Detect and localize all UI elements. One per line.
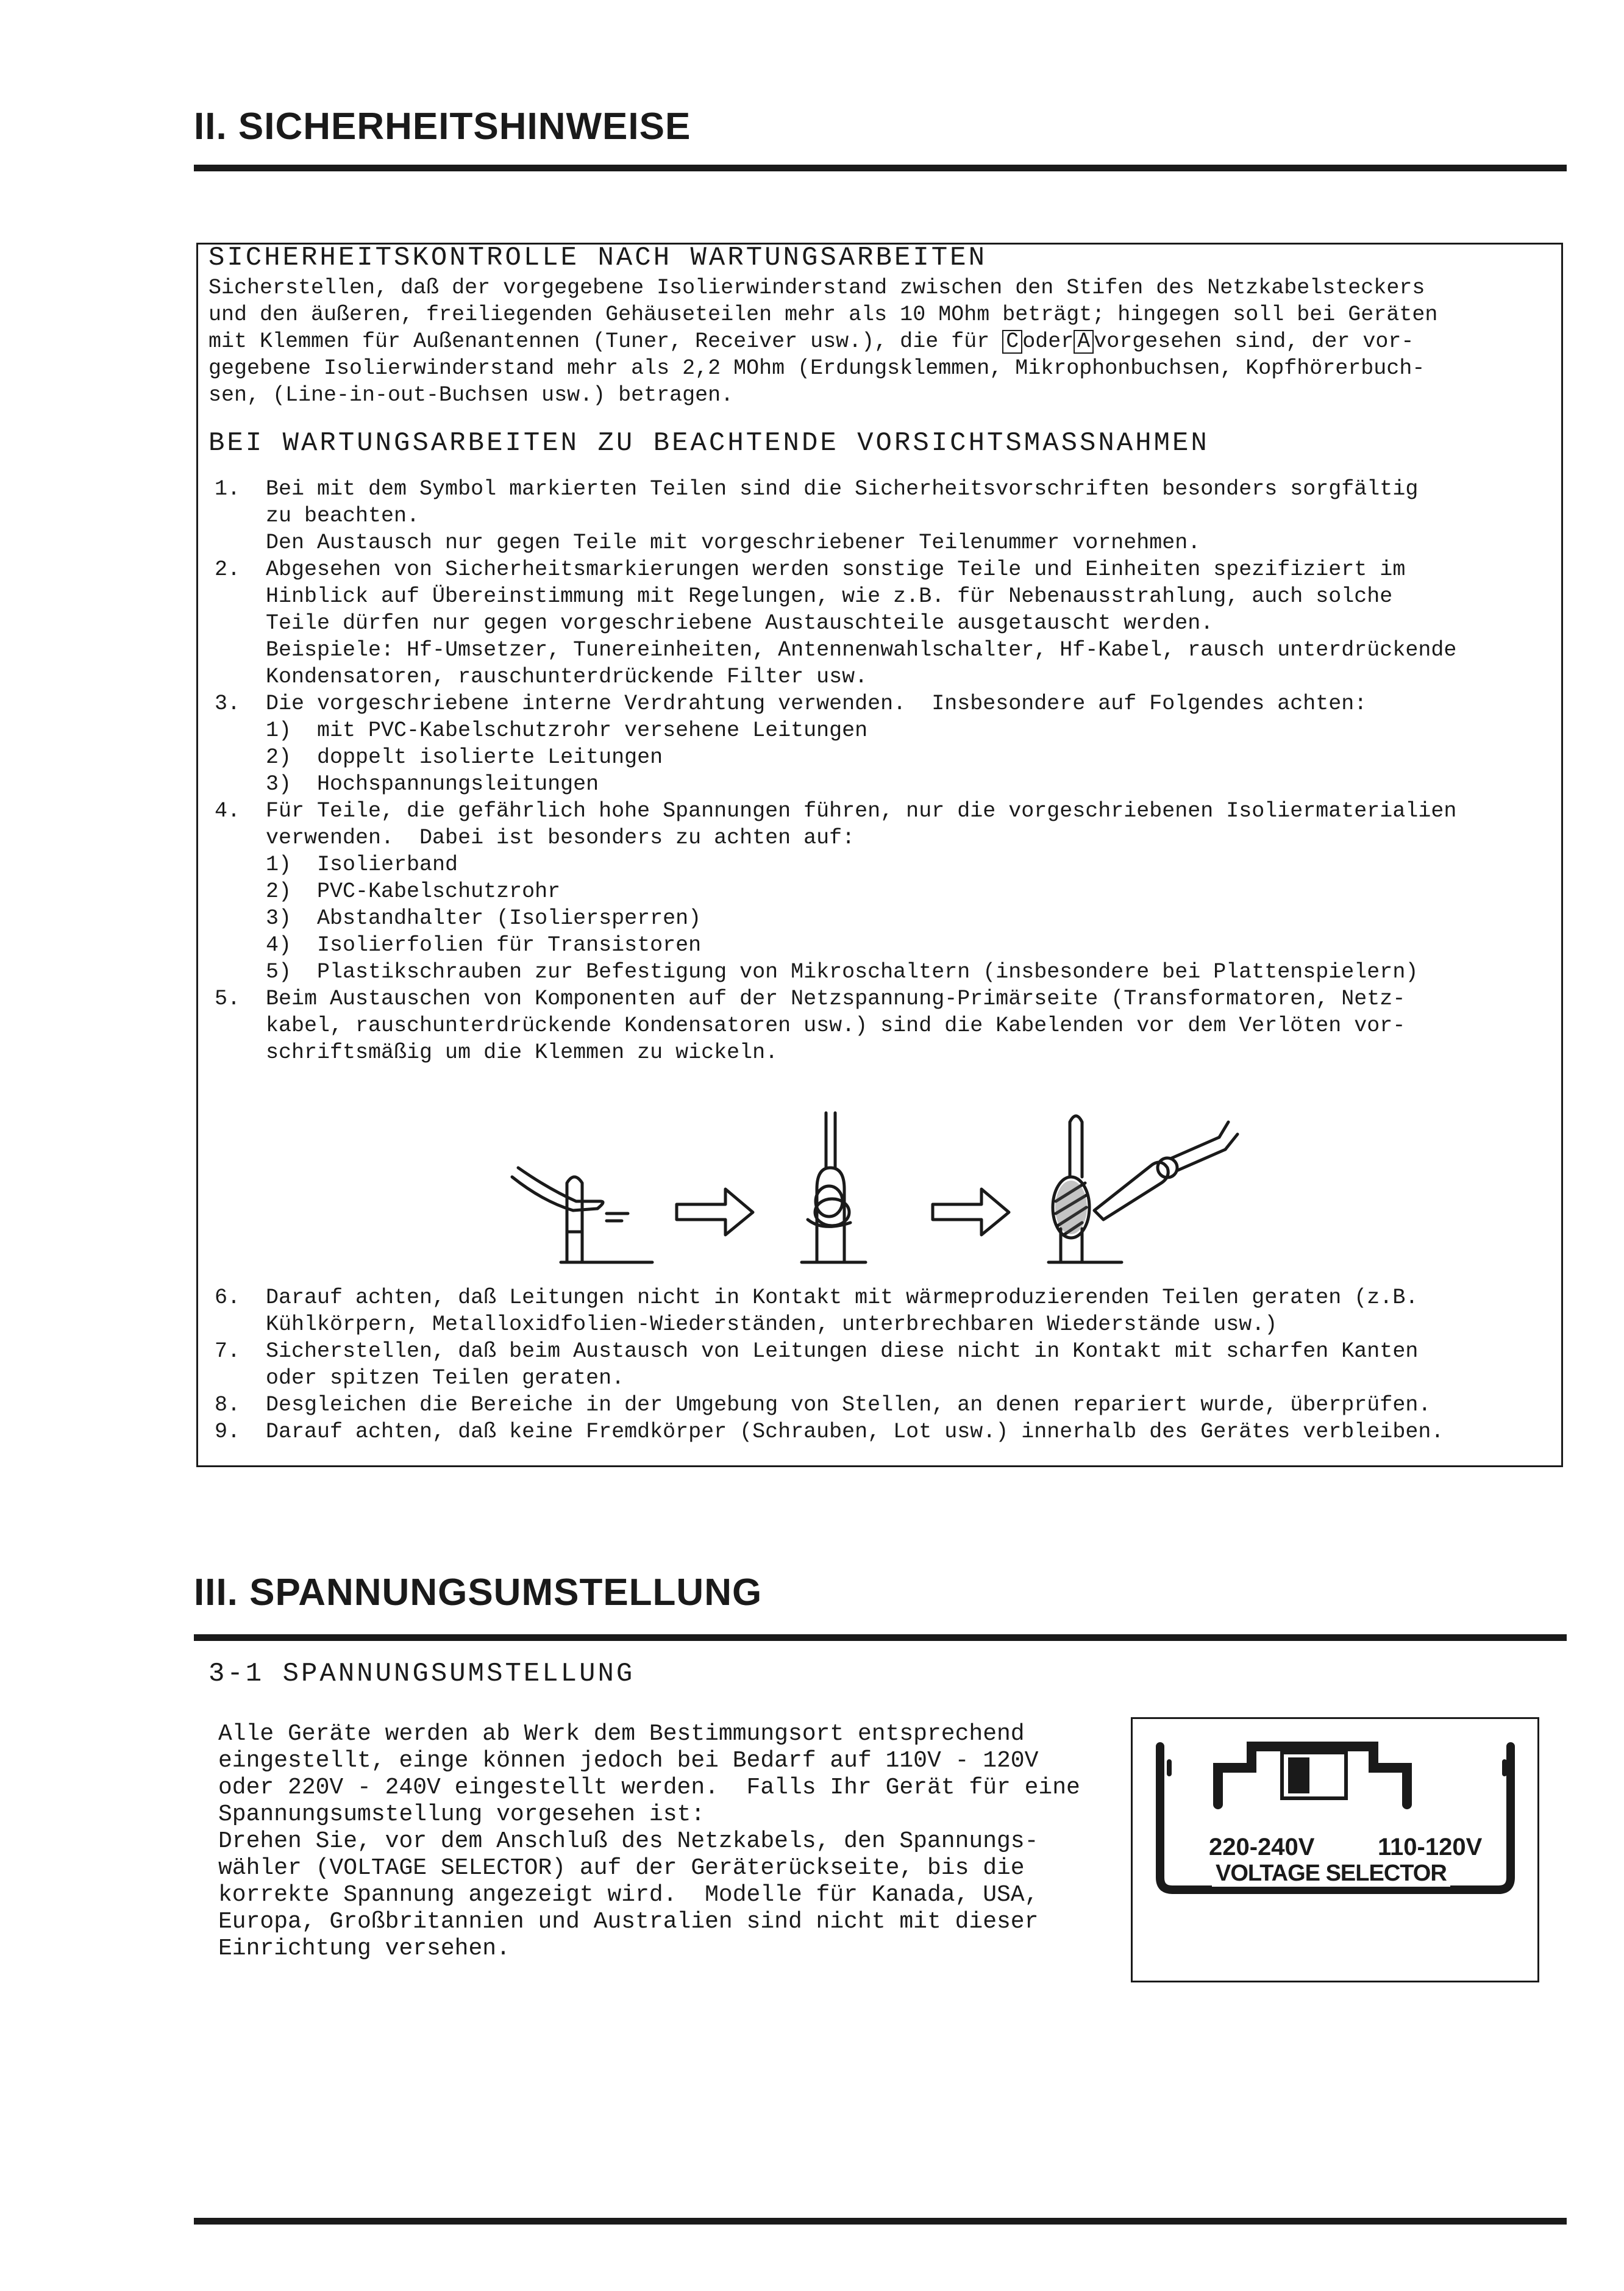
- voltage-selector-caption: VOLTAGE SELECTOR: [1212, 1860, 1450, 1887]
- list-line: Beispiele: Hf-Umsetzer, Tunereinheiten, Antennenwahlschalter, Hf-Kabel, rausch unterdrückende: [215, 638, 1457, 662]
- intro-line: sen, (Line-in-out-Buchsen usw.) betragen.: [208, 383, 734, 407]
- box-heading: SICHERHEITSKONTROLLE NACH WARTUNGSARBEITEN: [208, 243, 987, 273]
- paragraph-line: wähler (VOLTAGE SELECTOR) auf der Geräterückseite, bis die: [218, 1855, 1025, 1881]
- list-line: 3. Die vorgeschriebene interne Verdrahtung verwenden. Insbesondere auf Folgendes achten:: [215, 692, 1367, 716]
- precautions-heading: BEI WARTUNGSARBEITEN ZU BEACHTENDE VORSICHTSMASSNAHMEN: [208, 428, 1209, 459]
- intro-line: und den äußeren, freiliegenden Gehäuseteilen mehr als 10 MOhm beträgt; hingegen soll bei Geräten: [208, 302, 1438, 327]
- footer-rule: [194, 2218, 1567, 2225]
- list-line: 3) Hochspannungsleitungen: [215, 772, 599, 796]
- paragraph-line: oder 220V - 240V eingestellt werden. Falls Ihr Gerät für eine: [218, 1775, 1080, 1801]
- voltage-left-label: 220-240V: [1209, 1834, 1315, 1860]
- paragraph-line: korrekte Spannung angezeigt wird. Modelle für Kanada, USA,: [218, 1882, 1039, 1908]
- arrow-right-icon: [677, 1189, 753, 1235]
- list-line: 2. Abgesehen von Sicherheitsmarkierungen werden sonstige Teile und Einheiten spezifiziert im: [215, 557, 1406, 582]
- list-line: Kühlkörpern, Metalloxidfolien-Wiederständen, unterbrechbaren Wiederstände usw.): [215, 1312, 1278, 1337]
- list-line: 7. Sicherstellen, daß beim Austausch von Leitungen diese nicht in Kontakt mit scharfen Kanten: [215, 1339, 1419, 1364]
- terminal-wrapped-icon: [802, 1113, 866, 1262]
- voltage-right-label: 110-120V: [1378, 1834, 1483, 1860]
- arrow-right-icon: [933, 1189, 1009, 1235]
- intro-line: gegebene Isolierwinderstand mehr als 2,2 MOhm (Erdungsklemmen, Mikrophonbuchsen, Kopfhörerbuch-: [208, 356, 1425, 381]
- paragraph-line: Alle Geräte werden ab Werk dem Bestimmungsort entsprechend: [218, 1721, 1025, 1747]
- subsection-heading: 3-1 SPANNUNGSUMSTELLUNG: [208, 1659, 635, 1689]
- list-line: Hinblick auf Übereinstimmung mit Regelungen, wie z.B. für Nebenausstrahlung, auch solche: [215, 584, 1393, 609]
- paragraph-line: Spannungsumstellung vorgesehen ist:: [218, 1801, 705, 1828]
- intro-text: vorgesehen sind, der vor-: [1094, 329, 1414, 354]
- terminal-before-icon: [512, 1168, 652, 1262]
- list-line: 1) mit PVC-Kabelschutzrohr versehene Leitungen: [215, 718, 868, 743]
- paragraph-line: eingestellt, einge können jedoch bei Bedarf auf 110V - 120V: [218, 1748, 1039, 1774]
- mark-a-symbol: A: [1074, 330, 1094, 354]
- list-line: 2) doppelt isolierte Leitungen: [215, 745, 663, 770]
- section-title-voltage: III. SPANNUNGSUMSTELLUNG: [194, 1571, 763, 1614]
- list-line: Teile dürfen nur gegen vorgeschriebene Austauschteile ausgetauscht werden.: [215, 611, 1214, 635]
- list-line: kabel, rauschunterdrückende Kondensatoren usw.) sind die Kabelenden vor dem Verlöten vor-: [215, 1013, 1406, 1038]
- intro-text: mit Klemmen für Außenantennen (Tuner, Receiver usw.), die für: [208, 329, 1003, 354]
- list-line: schriftsmäßig um die Klemmen zu wickeln.: [215, 1040, 778, 1065]
- list-line: 8. Desgleichen die Bereiche in der Umgebung von Stellen, an denen repariert wurde, überprüfen.: [215, 1393, 1431, 1417]
- section-rule: [194, 165, 1567, 171]
- intro-text: oder: [1022, 329, 1074, 354]
- wire-wrapping-illustration: [500, 1110, 1256, 1274]
- list-line: 3) Abstandhalter (Isoliersperren): [215, 906, 702, 931]
- section-title-safety: II. SICHERHEITSHINWEISE: [194, 105, 691, 148]
- paragraph-line: Europa, Großbritannien und Australien sind nicht mit dieser: [218, 1909, 1039, 1935]
- list-line: verwenden. Dabei ist besonders zu achten auf:: [215, 826, 855, 850]
- list-line: zu beachten.: [215, 504, 420, 528]
- list-line: 1. Bei mit dem Symbol markierten Teilen sind die Sicherheitsvorschriften besonders sorgfältig: [215, 477, 1419, 501]
- mark-c-symbol: C: [1002, 330, 1022, 354]
- list-line: 4. Für Teile, die gefährlich hohe Spannungen führen, nur die vorgeschriebenen Isoliermaterialien: [215, 799, 1457, 823]
- list-line: oder spitzen Teilen geraten.: [215, 1366, 625, 1390]
- section-rule: [194, 1634, 1567, 1641]
- list-line: 5. Beim Austauschen von Komponenten auf der Netzspannung-Primärseite (Transformatoren, Netz-: [215, 987, 1406, 1011]
- list-line: Den Austausch nur gegen Teile mit vorgeschriebener Teilenummer vornehmen.: [215, 531, 1201, 555]
- intro-line: Sicherstellen, daß der vorgegebene Isolierwinderstand zwischen den Stifen des Netzkabelsteckers: [208, 276, 1425, 300]
- list-line: 1) Isolierband: [215, 852, 458, 877]
- voltage-selector-figure: [1131, 1717, 1539, 1982]
- paragraph-line: Einrichtung versehen.: [218, 1935, 510, 1962]
- list-line: 9. Darauf achten, daß keine Fremdkörper (Schrauben, Lot usw.) innerhalb des Gerätes verbleiben.: [215, 1420, 1444, 1444]
- intro-line: [208, 329, 1414, 354]
- list-line: 6. Darauf achten, daß Leitungen nicht in Kontakt mit wärmeproduzierenden Teilen geraten (z.B.: [215, 1285, 1419, 1310]
- list-line: 4) Isolierfolien für Transistoren: [215, 933, 702, 957]
- paragraph-line: Drehen Sie, vor dem Anschluß des Netzkabels, den Spannungs-: [218, 1828, 1039, 1854]
- list-line: 5) Plastikschrauben zur Befestigung von Mikroschaltern (insbesondere bei Plattenspielern): [215, 960, 1419, 984]
- list-line: Kondensatoren, rauschunterdrückende Filter usw.: [215, 665, 868, 689]
- list-line: 2) PVC-Kabelschutzrohr: [215, 879, 561, 904]
